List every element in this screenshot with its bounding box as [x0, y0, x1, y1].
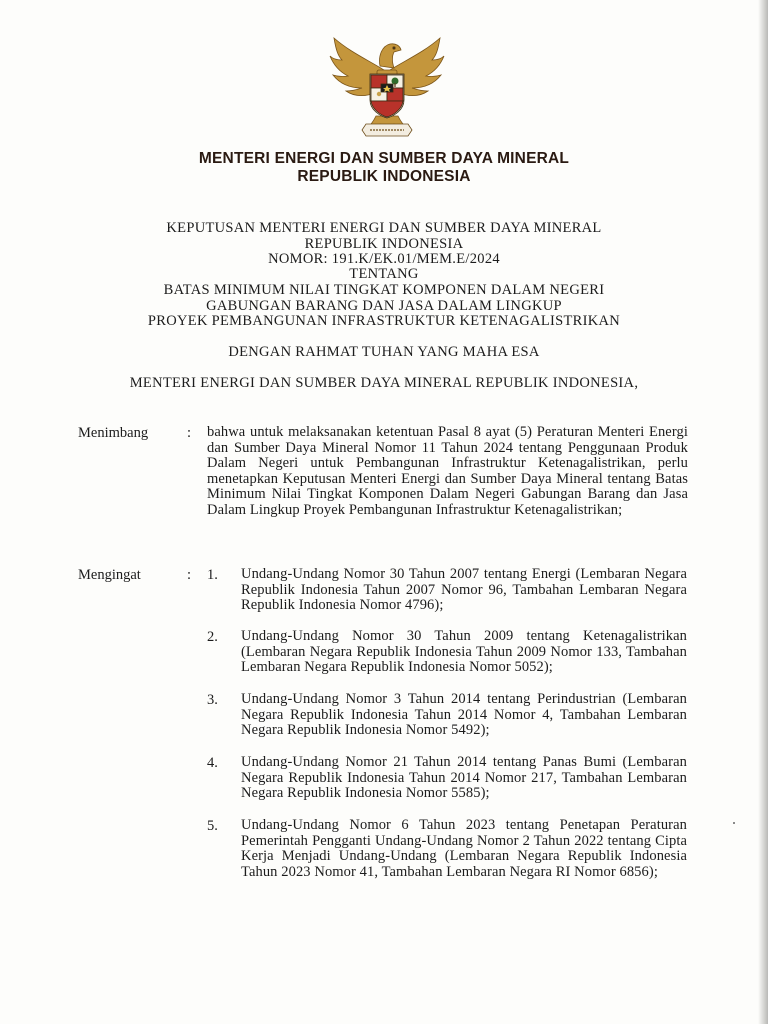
decree-subject-line-3: PROYEK PEMBANGUNAN INFRASTRUKTUR KETENAGALISTRIKAN	[147, 313, 621, 329]
list-item-text: Undang-Undang Nomor 3 Tahun 2014 tentang Perindustrian (Lembaran Negara Republik Indonesia Tahun 2014 Nomor 4, Tambahan Lembaran Negara Republik Indonesia Nomor 5492);	[241, 691, 687, 739]
decree-title-republic: REPUBLIK INDONESIA	[304, 236, 464, 252]
decree-tentang: TENTANG	[349, 266, 419, 282]
republic-title: REPUBLIK INDONESIA	[297, 168, 471, 185]
decree-subject-line-1: BATAS MINIMUM NILAI TINGKAT KOMPONEN DALAM NEGERI	[163, 282, 605, 298]
ministry-title: MENTERI ENERGI DAN SUMBER DAYA MINERAL	[198, 150, 570, 167]
list-item-number: 5.	[207, 818, 218, 834]
mengingat-label: Mengingat	[78, 567, 141, 583]
authority-line: MENTERI ENERGI DAN SUMBER DAYA MINERAL REPUBLIK INDONESIA,	[129, 375, 639, 391]
list-item-text: Undang-Undang Nomor 30 Tahun 2007 tentang Energi (Lembaran Negara Republik Indonesia Tahun 2007 Nomor 96, Tambahan Lembaran Negara Republik Indonesia Nomor 4796);	[241, 566, 687, 614]
decree-title: KEPUTUSAN MENTERI ENERGI DAN SUMBER DAYA MINERAL	[166, 220, 602, 236]
garuda-emblem-icon	[328, 30, 446, 140]
list-item-text: Undang-Undang Nomor 6 Tahun 2023 tentang Penetapan Peraturan Pemerintah Pengganti Undang-Undang Nomor 2 Tahun 2022 tentang Cipta Kerja Menjadi Undang-Undang (Lembaran Negara Republik Indonesia Tahun 2023 Nomor 41, Tambahan Lembaran Negara RI Nomor 6856);	[241, 817, 687, 880]
mengingat-colon: :	[187, 567, 192, 583]
blessing-line: DENGAN RAHMAT TUHAN YANG MAHA ESA	[228, 344, 540, 360]
menimbang-label: Menimbang	[78, 425, 149, 441]
list-item-number: 2.	[207, 629, 218, 645]
menimbang-colon: :	[187, 425, 192, 441]
list-item-text: Undang-Undang Nomor 30 Tahun 2009 tentang Ketenagalistrikan (Lembaran Negara Republik Indonesia Tahun 2009 Nomor 133, Tambahan Lembaran Negara Republik Indonesia Nomor 5052);	[241, 628, 687, 676]
decree-number: NOMOR: 191.K/EK.01/MEM.E/2024	[268, 251, 500, 267]
decree-subject-line-2: GABUNGAN BARANG DAN JASA DALAM LINGKUP	[206, 298, 562, 314]
list-item-number: 1.	[207, 567, 218, 583]
list-item-number: 4.	[207, 755, 218, 771]
scan-speck	[733, 822, 735, 824]
list-item-text: Undang-Undang Nomor 21 Tahun 2014 tentang Panas Bumi (Lembaran Negara Republik Indonesia Tahun 2014 Nomor 217, Tambahan Lembaran Negara Republik Indonesia Nomor 5585);	[241, 754, 687, 802]
menimbang-text: bahwa untuk melaksanakan ketentuan Pasal 8 ayat (5) Peraturan Menteri Energi dan Sumber Daya Mineral Nomor 11 Tahun 2024 tentang Penggunaan Produk Dalam Negeri untuk Pembangunan Infrastruktur Ketenagalistrikan, perlu menetapkan Keputusan Menteri Energi dan Sumber Daya Mineral tentang Batas Minimum Nilai Tingkat Komponen Dalam Negeri Gabungan Barang dan Jasa Dalam Lingkup Proyek Pembangunan Infrastruktur Ketenagalistrikan;	[207, 424, 688, 518]
list-item-number: 3.	[207, 692, 218, 708]
